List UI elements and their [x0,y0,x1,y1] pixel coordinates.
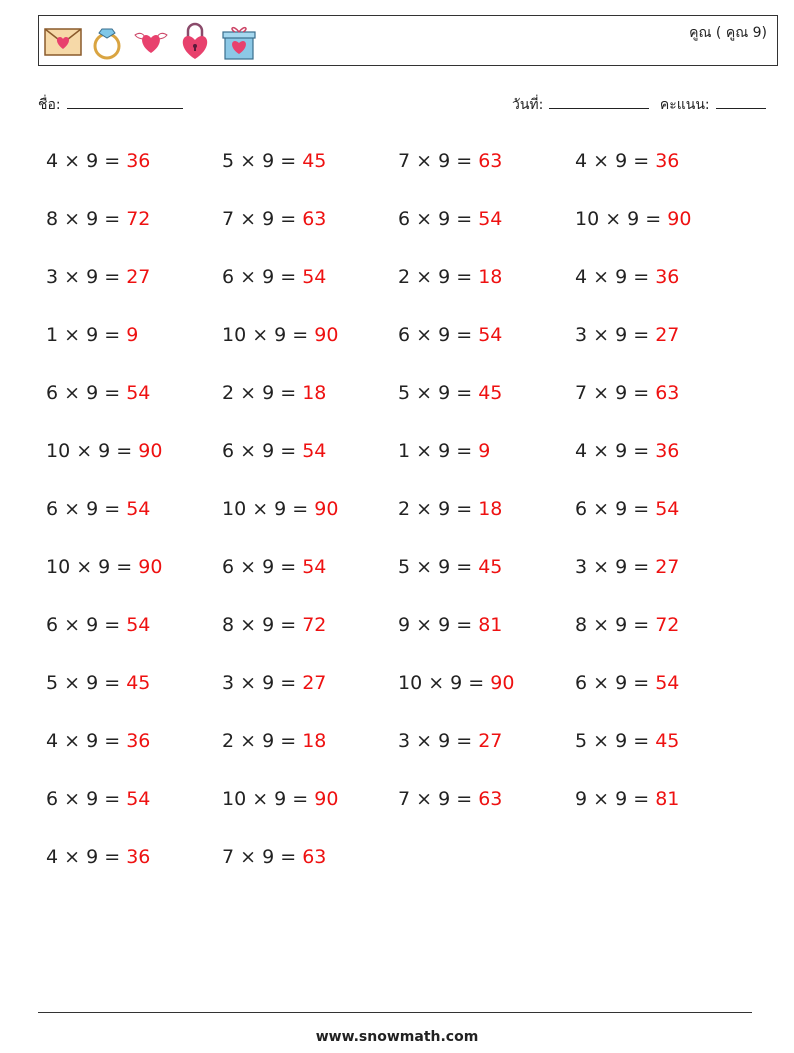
problem-question: 10 × 9 = [575,208,668,230]
problem-item [398,730,502,752]
problem-answer: 54 [302,440,327,462]
name-blank-line[interactable] [67,94,183,109]
problem-answer: 90 [138,440,163,462]
problem-answer: 18 [478,498,503,520]
problem-question: 8 × 9 = [575,614,656,636]
problem-question: 4 × 9 = [575,266,656,288]
problem-item [222,730,326,752]
score-label: คะแนน: [659,97,710,113]
footer-url: www.snowmath.com [315,1029,479,1045]
problem-item [46,324,138,346]
problem-question: 4 × 9 = [575,440,656,462]
problem-item [46,382,150,404]
problem-question: 6 × 9 = [398,324,479,346]
problem-question: 2 × 9 = [398,498,479,520]
problem-question: 10 × 9 = [222,788,315,810]
problem-item [46,440,162,462]
problem-question: 7 × 9 = [222,208,303,230]
problem-question: 3 × 9 = [46,266,127,288]
problem-answer: 36 [126,150,151,172]
problem-item [398,788,502,810]
problem-item [222,846,326,868]
problem-item [222,382,326,404]
problem-question: 6 × 9 = [575,498,656,520]
problem-question: 2 × 9 = [222,730,303,752]
problem-answer: 72 [302,614,327,636]
problem-answer: 27 [302,672,327,694]
problem-item [46,730,150,752]
problem-question: 10 × 9 = [46,440,139,462]
problem-question: 6 × 9 = [46,614,127,636]
problem-answer: 36 [655,266,680,288]
problem-answer: 54 [126,788,151,810]
problem-item [398,672,514,694]
problem-question: 3 × 9 = [222,672,303,694]
problem-answer: 63 [302,208,327,230]
problem-question: 6 × 9 = [46,498,127,520]
problem-answer: 90 [314,324,339,346]
problem-item [575,788,679,810]
problem-item [575,382,679,404]
problem-answer: 9 [478,440,491,462]
problem-question: 1 × 9 = [46,324,127,346]
problem-question: 7 × 9 = [575,382,656,404]
problem-item [398,150,502,172]
love-letter-icon [43,21,83,61]
problem-question: 3 × 9 = [575,556,656,578]
problem-question: 9 × 9 = [398,614,479,636]
problem-question: 2 × 9 = [398,266,479,288]
problem-answer: 54 [478,324,503,346]
problem-answer: 9 [126,324,139,346]
problem-question: 6 × 9 = [222,266,303,288]
problem-answer: 63 [302,846,327,868]
problem-answer: 45 [302,150,327,172]
problem-question: 5 × 9 = [46,672,127,694]
problem-item [398,208,502,230]
problem-answer: 54 [655,672,680,694]
problem-item [222,498,338,520]
problem-answer: 90 [314,498,339,520]
problem-item [222,672,326,694]
problem-item [398,266,502,288]
problem-item [398,498,502,520]
problem-question: 4 × 9 = [46,846,127,868]
problem-question: 5 × 9 = [222,150,303,172]
problem-question: 3 × 9 = [398,730,479,752]
problem-answer: 27 [655,556,680,578]
winged-heart-icon [131,21,171,61]
problem-answer: 45 [655,730,680,752]
problem-question: 8 × 9 = [222,614,303,636]
problem-question: 4 × 9 = [575,150,656,172]
footer-divider [38,1012,752,1013]
problem-answer: 54 [478,208,503,230]
problem-item [46,614,150,636]
worksheet-title: คูณ ( คูณ 9) [689,25,767,41]
icon-row [43,21,259,61]
problem-item [222,208,326,230]
problem-item [398,556,502,578]
problem-answer: 90 [138,556,163,578]
problem-question: 9 × 9 = [575,788,656,810]
problem-question: 10 × 9 = [46,556,139,578]
date-score-field [512,94,766,116]
problem-item [222,266,326,288]
problem-question: 2 × 9 = [222,382,303,404]
problem-question: 7 × 9 = [398,150,479,172]
problem-answer: 54 [655,498,680,520]
problem-item [222,788,338,810]
name-field [38,94,183,116]
problem-question: 10 × 9 = [222,498,315,520]
problem-question: 3 × 9 = [575,324,656,346]
problem-item [46,498,150,520]
problem-question: 1 × 9 = [398,440,479,462]
heart-lock-icon [175,21,215,61]
problem-item [46,150,150,172]
problem-answer: 63 [655,382,680,404]
problem-answer: 90 [667,208,692,230]
problem-item [575,672,679,694]
problem-answer: 36 [655,150,680,172]
problem-question: 10 × 9 = [222,324,315,346]
problem-item [398,324,502,346]
problem-answer: 18 [302,382,327,404]
problem-question: 4 × 9 = [46,730,127,752]
problem-answer: 45 [478,556,503,578]
problem-item [575,498,679,520]
problem-item [222,440,326,462]
problem-answer: 54 [302,556,327,578]
problem-question: 4 × 9 = [46,150,127,172]
problem-question: 6 × 9 = [46,382,127,404]
problem-question: 6 × 9 = [222,556,303,578]
problem-item [46,846,150,868]
problem-answer: 54 [126,382,151,404]
problem-answer: 27 [655,324,680,346]
problem-question: 10 × 9 = [398,672,491,694]
problem-answer: 90 [490,672,515,694]
problem-answer: 18 [478,266,503,288]
problem-answer: 36 [126,846,151,868]
diamond-ring-icon [87,21,127,61]
problem-question: 5 × 9 = [575,730,656,752]
problem-answer: 45 [478,382,503,404]
date-blank-line[interactable] [549,94,649,109]
score-blank-line[interactable] [716,94,766,109]
problem-item [222,556,326,578]
problem-item [575,730,679,752]
problem-item [46,208,150,230]
problem-question: 8 × 9 = [46,208,127,230]
problem-answer: 81 [478,614,503,636]
problem-answer: 54 [126,498,151,520]
problem-item [575,556,679,578]
problem-answer: 72 [655,614,680,636]
problem-question: 6 × 9 = [575,672,656,694]
problem-item [46,788,150,810]
problem-item [222,614,326,636]
problem-item [398,382,502,404]
problem-answer: 54 [126,614,151,636]
problem-answer: 72 [126,208,151,230]
problem-answer: 45 [126,672,151,694]
problem-answer: 27 [126,266,151,288]
problem-answer: 36 [126,730,151,752]
problem-item [575,208,691,230]
problem-answer: 63 [478,788,503,810]
problem-answer: 63 [478,150,503,172]
problem-question: 7 × 9 = [398,788,479,810]
problem-answer: 90 [314,788,339,810]
problem-item [575,324,679,346]
problem-answer: 54 [302,266,327,288]
name-label: ชื่อ: [38,97,61,113]
problem-item [46,266,150,288]
heart-gift-icon [219,21,259,61]
problem-question: 6 × 9 = [46,788,127,810]
problem-question: 6 × 9 = [222,440,303,462]
problem-item [575,150,679,172]
problem-item [398,614,502,636]
problem-answer: 36 [655,440,680,462]
problem-answer: 81 [655,788,680,810]
problem-question: 7 × 9 = [222,846,303,868]
header-box [38,15,778,66]
problem-item [398,440,490,462]
problem-question: 5 × 9 = [398,382,479,404]
problem-item [46,556,162,578]
problem-item [46,672,150,694]
date-label: วันที่: [512,97,544,113]
problem-item [222,150,326,172]
problem-answer: 27 [478,730,503,752]
problem-question: 5 × 9 = [398,556,479,578]
problem-question: 6 × 9 = [398,208,479,230]
problem-item [575,266,679,288]
problem-answer: 18 [302,730,327,752]
problem-item [222,324,338,346]
problem-item [575,614,679,636]
problem-item [575,440,679,462]
